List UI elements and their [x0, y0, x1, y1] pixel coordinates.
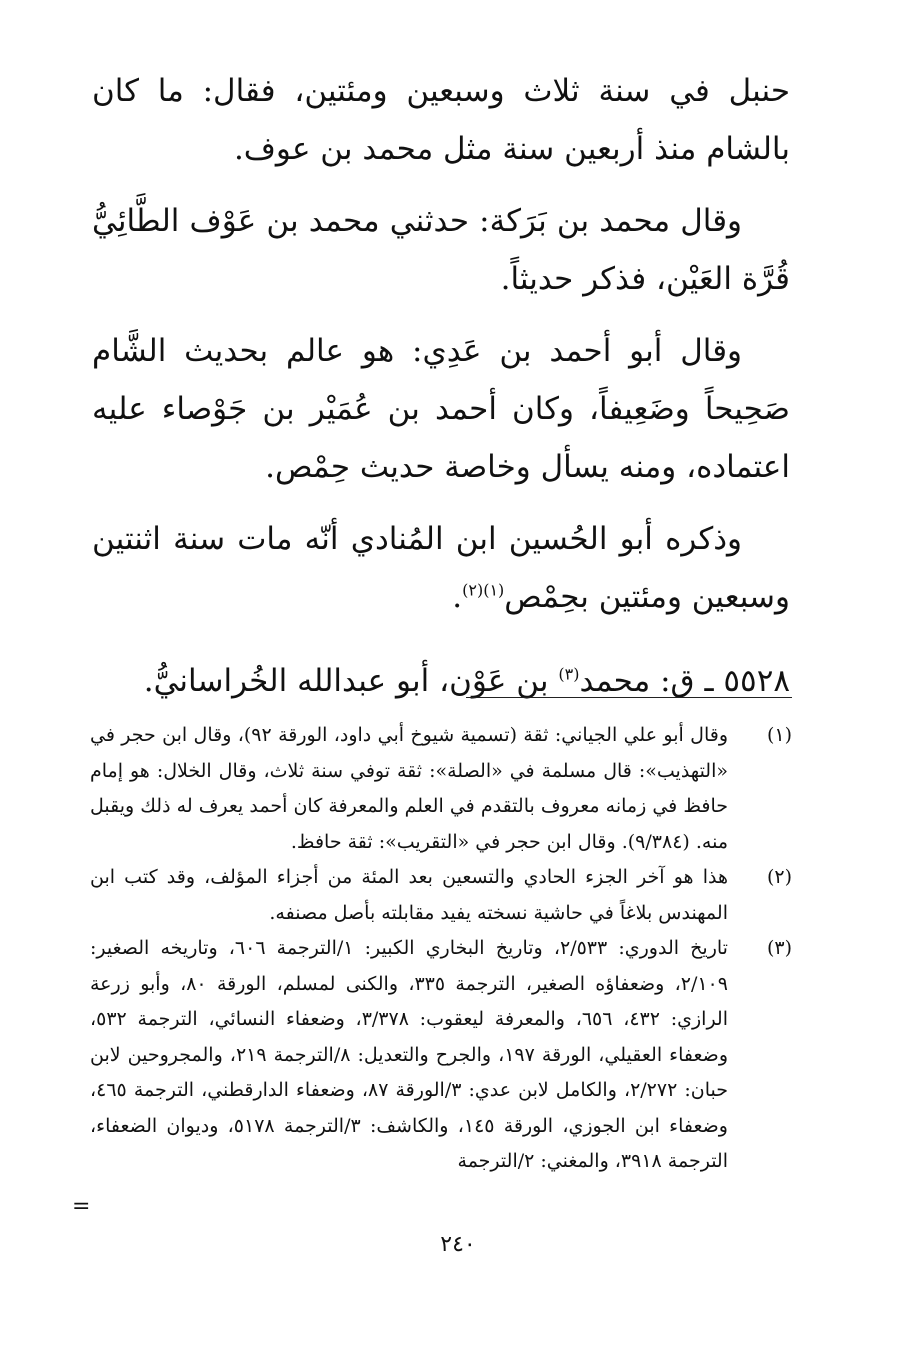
footnote-number: (١)	[766, 724, 792, 746]
entry-number-and-name: ٥٥٢٨ ـ ق: محمد	[579, 663, 790, 699]
footnote-text: وقال أبو علي الجياني: ثقة (تسمية شيوخ أبي داود، الورقة ٩٢)، وقال ابن حجر في «التهذيب»: قال مسلمة في «الصلة»: ثقة توفي سنة ثلاث، وقال الخلال: هو إمام حافظ في زمانه معروف بالتقدم في العلم والمعرفة كان أحمد يعرف له ذلك ويقبل منه. (٩/٣٨٤). وقال ابن حجر في «التقريب»: ثقة حافظ.	[90, 724, 728, 853]
footnote-separator	[466, 697, 792, 698]
footnotes	[90, 718, 792, 1180]
entry-name-rest: بن عَوْن، أبو عبدالله الخُراسانيُّ.	[143, 663, 559, 699]
page-number: ٢٤٠	[440, 1232, 476, 1257]
footnote-number: (٢)	[766, 866, 792, 888]
footnote-1	[90, 718, 792, 860]
paragraph-3: وقال أبو أحمد بن عَدِي: هو عالم بحديث الشَّام صَحِيحاً وضَعِيفاً، وكان أحمد بن عُمَيْر بن جَوْصاء عليه اعتماده، ومنه يسأل وخاصة حديث حِمْص.	[92, 333, 790, 485]
footnote-ref-3[interactable]: (٣)	[558, 664, 580, 684]
paragraph-4-text: وذكره أبو الحُسين ابن المُنادي أنّه مات سنة اثنتين وسبعين ومئتين بحِمْص	[92, 521, 790, 615]
paragraph-1: حنبل في سنة ثلاث وسبعين ومئتين، فقال: ما كان بالشام منذ أربعين سنة مثل محمد بن عوف.	[92, 73, 790, 167]
footnote-text: هذا هو آخر الجزء الحادي والتسعين بعد المئة من أجزاء المؤلف، وقد كتب ابن المهندس بلاغاً في حاشية نسخته يفيد مقابلته بأصل مصنفه.	[90, 866, 728, 924]
footnote-ref-1-2[interactable]: (١)(٢)	[462, 580, 505, 600]
main-text	[92, 62, 790, 724]
footnote-2	[90, 860, 792, 931]
footnote-text: تاريخ الدوري: ٢/٥٣٣، وتاريخ البخاري الكبير: ١/الترجمة ٦٠٦، وتاريخه الصغير: ٢/١٠٩، وضعفاؤه الصغير، الترجمة ٣٣٥، والكنى لمسلم، الورقة ٨٠، وأبو زرعة الرازي: ٤٣٢، ٦٥٦، والمعرفة ليعقوب: ٣/٣٧٨، وضعفاء النسائي، الترجمة ٥٣٢، وضعفاء العقيلي، الورقة ١٩٧، والجرح والتعديل: ٨/الترجمة ٢١٩، والمجروحين لابن حبان: ٢/٢٧٢، والكامل لابن عدي: ٣/الورقة ٨٧، وضعفاء الدارقطني، الترجمة ٤٦٥، وضعفاء ابن الجوزي، الورقة ١٤٥، والكاشف: ٣/الترجمة ٥١٧٨، وديوان الضعفاء، الترجمة ٣٩١٨، والمغني: ٢/الترجمة	[90, 937, 728, 1172]
paragraph-4	[92, 510, 790, 626]
paragraph-2: وقال محمد بن بَرَكة: حدثني محمد بن عَوْف الطَّائِيُّ قُرَّة العَيْن، فذكر حديثاً.	[92, 203, 790, 297]
footnote-number: (٣)	[766, 937, 792, 959]
footnote-3	[90, 931, 792, 1180]
paragraph-4-end: .	[452, 579, 463, 615]
continuation-mark: =	[72, 1194, 91, 1219]
biography-entry-heading	[92, 652, 790, 710]
